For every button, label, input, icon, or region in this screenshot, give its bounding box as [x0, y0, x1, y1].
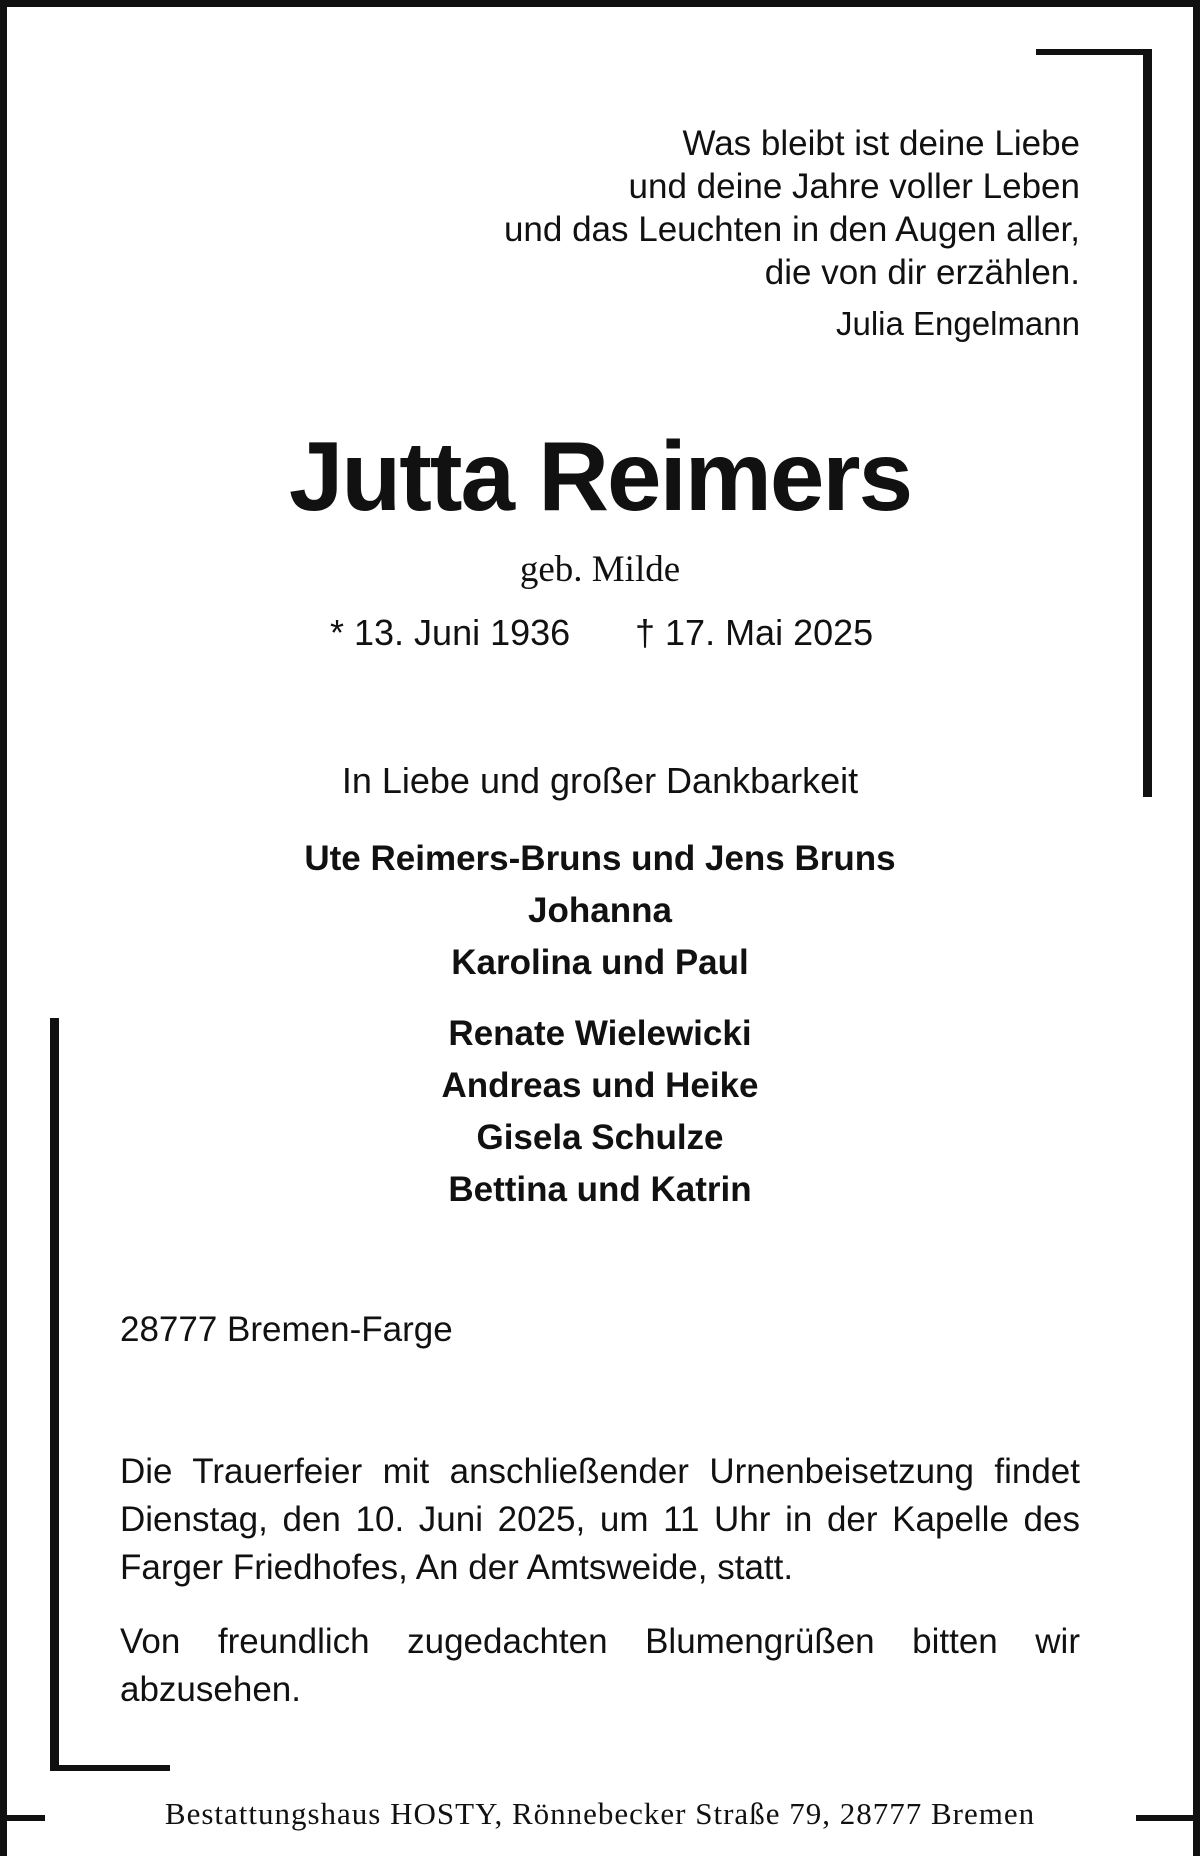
mourner: Andreas und Heike: [441, 1066, 759, 1105]
flowers-text: Von freundlich zugedachten Blumengrüßen bitten wir abzusehen.: [120, 1622, 1080, 1709]
quote-line: Was bleibt ist deine Liebe: [682, 124, 1080, 163]
ceremony-text: Die Trauerfeier mit anschließender Urnenbeisetzung findet Dienstag, den 10. Juni 2025, um 11 Uhr in der Kapelle des Farger Friedhofes, An der Amtsweide, statt.: [120, 1452, 1080, 1587]
mourner: Bettina und Katrin: [448, 1170, 752, 1209]
mourner: Ute Reimers-Bruns und Jens Bruns: [304, 839, 896, 878]
quote: [440, 122, 1080, 294]
quote-line: und deine Jahre voller Leben: [628, 167, 1080, 206]
mourners-group-1: [0, 833, 1200, 989]
dedication: In Liebe und großer Dankbarkeit: [341, 760, 859, 801]
mourners-group-2: [0, 1008, 1200, 1216]
mourner: Johanna: [528, 891, 672, 930]
funeral-home: Bestattungshaus HOSTY, Rönnebecker Straße 79, 28777 Bremen: [164, 1796, 1036, 1831]
quote-line: und das Leuchten in den Augen aller,: [503, 210, 1080, 249]
mourner: Gisela Schulze: [476, 1118, 724, 1157]
death-date: † 17. Mai 2025: [635, 612, 874, 653]
birth-date: * 13. Juni 1936: [330, 612, 571, 653]
mourner: Renate Wielewicki: [448, 1014, 752, 1053]
maiden-name: geb. Milde: [519, 549, 681, 590]
mourner: Karolina und Paul: [451, 943, 749, 982]
address: 28777 Bremen-Farge: [120, 1310, 453, 1349]
deceased-name: Jutta Reimers: [288, 421, 912, 531]
quote-line: die von dir erzählen.: [764, 253, 1080, 292]
quote-author: Julia Engelmann: [836, 305, 1080, 342]
